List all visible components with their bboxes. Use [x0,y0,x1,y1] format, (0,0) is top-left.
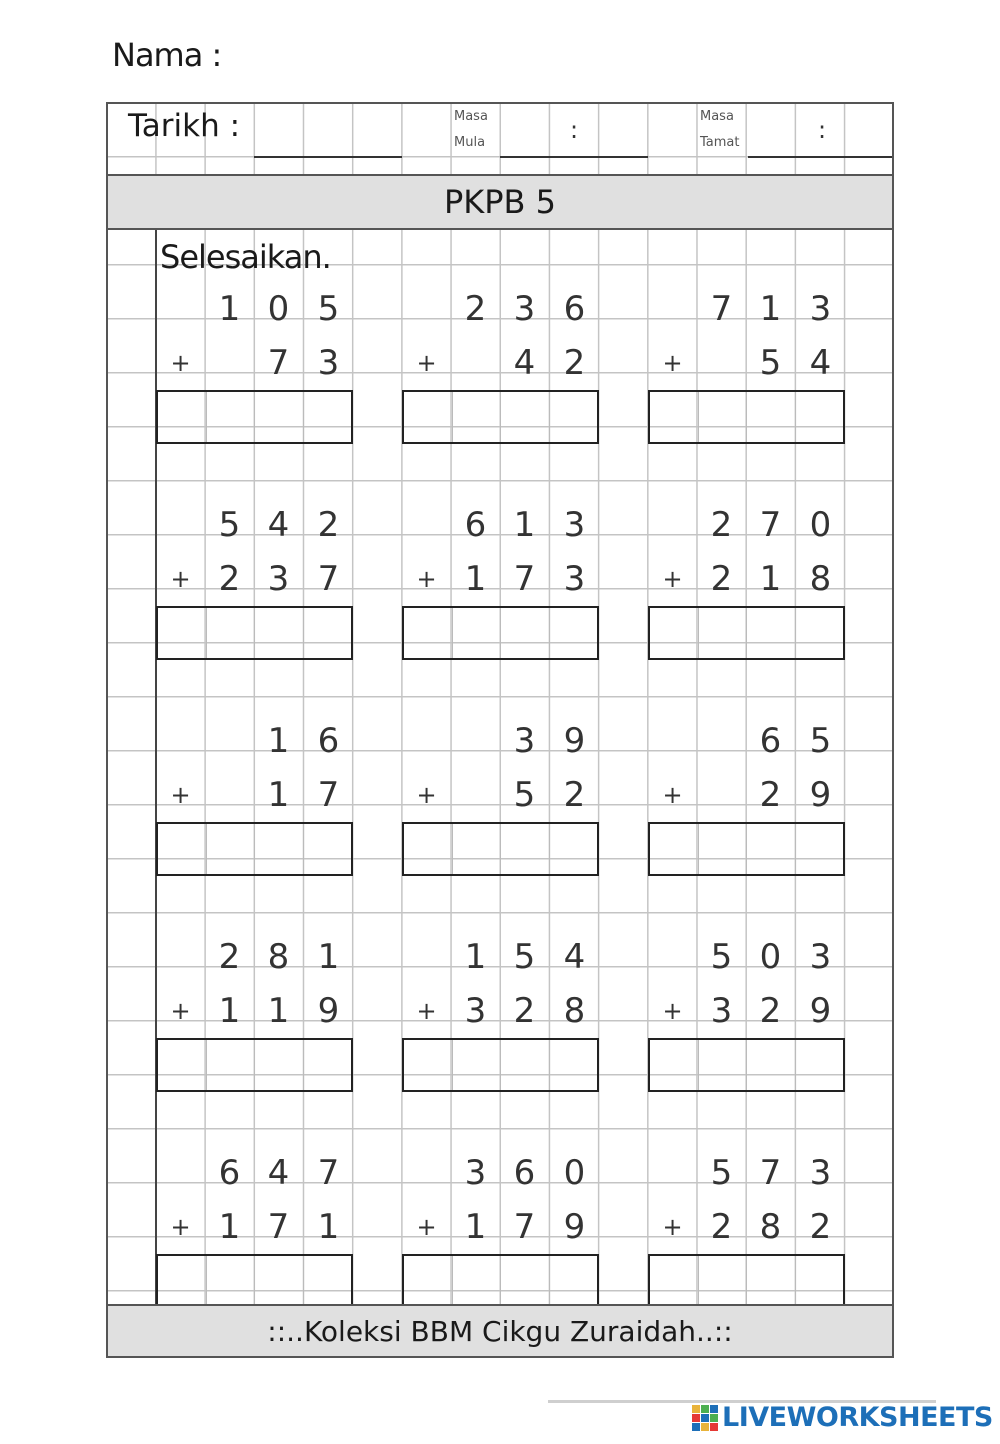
instruction-text: Selesaikan. [160,238,331,276]
addend-digit: 7 [513,1207,536,1247]
addition-problem [648,714,845,876]
addition-problem [402,498,599,660]
addend-digit: 7 [317,775,340,815]
answer-digit-cell[interactable] [550,1256,598,1306]
addition-problem [156,498,353,660]
plus-sign: + [170,565,191,593]
addend-digit: 8 [563,991,586,1031]
answer-digit-cell[interactable] [453,1256,502,1306]
plus-sign: + [170,781,191,809]
answer-digit-cell[interactable] [158,1256,207,1306]
answer-digit-cell[interactable] [747,1256,796,1306]
addend-digit: 1 [464,937,487,977]
answer-digit-cell[interactable] [747,824,796,874]
answer-digit-cell[interactable] [650,1256,699,1306]
worksheet-title: PKPB 5 [443,183,557,221]
addition-problem [156,282,353,444]
addend-digit: 6 [464,505,487,545]
answer-digit-cell[interactable] [255,392,304,442]
answer-digit-cell[interactable] [550,608,598,658]
addend-digit: 5 [317,289,340,329]
answer-digit-cell[interactable] [501,1256,550,1306]
answer-box[interactable] [648,1038,845,1092]
plus-sign: + [662,781,683,809]
answer-digit-cell[interactable] [207,824,256,874]
addend-digit: 9 [317,991,340,1031]
answer-digit-cell[interactable] [550,824,598,874]
answer-digit-cell[interactable] [207,1040,256,1090]
addend-digit: 3 [267,559,290,599]
answer-box[interactable] [402,822,599,876]
addend-digit: 3 [809,289,832,329]
answer-digit-cell[interactable] [501,608,550,658]
answer-digit-cell[interactable] [796,392,844,442]
answer-digit-cell[interactable] [650,824,699,874]
addition-problem [648,1146,845,1308]
answer-box[interactable] [402,1038,599,1092]
addend-digit: 7 [267,1207,290,1247]
answer-digit-cell[interactable] [255,1256,304,1306]
addend-digit: 0 [809,505,832,545]
answer-box[interactable] [156,606,353,660]
addend-digit: 6 [513,1153,536,1193]
addition-problem [156,1146,353,1308]
addend-digit: 9 [563,1207,586,1247]
answer-digit-cell[interactable] [699,608,748,658]
answer-digit-cell[interactable] [255,608,304,658]
answer-digit-cell[interactable] [650,1040,699,1090]
start-time-colon: : [570,116,579,144]
answer-digit-cell[interactable] [207,608,256,658]
addition-problem [156,714,353,876]
plus-sign: + [662,565,683,593]
addend-digit [697,714,746,768]
end-time-label-line1: Masa [700,109,734,124]
addend-digit: 3 [563,505,586,545]
addend-digit: 2 [710,505,733,545]
addend-digit: 9 [563,721,586,761]
addend-digit: 1 [218,289,241,329]
addend-digit: 1 [218,1207,241,1247]
answer-box[interactable] [156,822,353,876]
liveworksheets-grid-icon [692,1405,718,1431]
addition-problem [156,930,353,1092]
plus-sign: + [416,1213,437,1241]
addend-digit: 3 [317,343,340,383]
addend-digit: 2 [563,343,586,383]
answer-digit-cell[interactable] [550,392,598,442]
addend-digit: 1 [317,1207,340,1247]
addition-problem [648,930,845,1092]
addend-digit: 5 [710,937,733,977]
addend-digit: 8 [809,559,832,599]
addend-digit: 1 [317,937,340,977]
addend-digit [205,768,254,822]
addend-digit: 4 [267,1153,290,1193]
addend-digit: 1 [267,991,290,1031]
plus-sign: + [416,781,437,809]
addend-digit: 5 [759,343,782,383]
addition-problem [648,498,845,660]
liveworksheets-wordmark: LIVEWORKSHEETS [722,1402,993,1433]
end-time-label-line2: Tamat [700,135,740,150]
answer-digit-cell[interactable] [501,1040,550,1090]
answer-digit-cell[interactable] [255,1040,304,1090]
answer-digit-cell[interactable] [650,608,699,658]
addend-digit: 4 [809,343,832,383]
addend-digit: 7 [759,505,782,545]
addend-digit: 5 [513,937,536,977]
date-label: Tarikh : [128,108,241,144]
addend-digit: 9 [809,775,832,815]
plus-sign: + [416,997,437,1025]
addend-digit: 4 [563,937,586,977]
answer-digit-cell[interactable] [699,1040,748,1090]
addend-digit: 5 [513,775,536,815]
answer-digit-cell[interactable] [304,1256,352,1306]
addend-digit: 1 [218,991,241,1031]
addend-digit: 4 [267,505,290,545]
addend-digit: 7 [710,289,733,329]
answer-box[interactable] [156,1038,353,1092]
addend-digit: 0 [759,937,782,977]
answer-digit-cell[interactable] [699,392,748,442]
plus-sign: + [662,349,683,377]
answer-digit-cell[interactable] [404,608,453,658]
addition-problem [402,1146,599,1308]
addend-digit: 5 [218,505,241,545]
addition-problem [648,282,845,444]
answer-box[interactable] [402,1254,599,1308]
footer-credit: ::..Koleksi BBM Cikgu Zuraidah..:: [267,1314,733,1348]
addend-digit: 2 [513,991,536,1031]
plus-sign: + [170,349,191,377]
answer-digit-cell[interactable] [207,392,256,442]
title-band [108,174,892,230]
addend-digit: 9 [809,991,832,1031]
addend-digit [697,336,746,390]
addend-digit: 2 [563,775,586,815]
answer-digit-cell[interactable] [796,1256,844,1306]
addend-digit: 3 [809,1153,832,1193]
addend-digit: 8 [759,1207,782,1247]
plus-sign: + [416,349,437,377]
addend-digit: 8 [267,937,290,977]
answer-digit-cell[interactable] [404,1040,453,1090]
answer-digit-cell[interactable] [747,608,796,658]
addend-digit [205,714,254,768]
answer-box[interactable] [156,1254,353,1308]
answer-digit-cell[interactable] [796,608,844,658]
answer-digit-cell[interactable] [796,824,844,874]
addend-digit: 7 [317,1153,340,1193]
addend-digit: 1 [464,559,487,599]
addend-digit: 6 [563,289,586,329]
addend-digit: 3 [710,991,733,1031]
answer-digit-cell[interactable] [304,1040,352,1090]
answer-digit-cell[interactable] [158,1040,207,1090]
worksheet [106,102,894,1358]
addend-digit [205,336,254,390]
addend-digit: 6 [759,721,782,761]
answer-digit-cell[interactable] [453,392,502,442]
addend-digit: 2 [809,1207,832,1247]
answer-digit-cell[interactable] [207,1256,256,1306]
answer-digit-cell[interactable] [304,608,352,658]
addend-digit: 3 [464,1153,487,1193]
answer-box[interactable] [648,606,845,660]
answer-digit-cell[interactable] [404,1256,453,1306]
addend-digit [697,768,746,822]
answer-digit-cell[interactable] [453,824,502,874]
answer-digit-cell[interactable] [699,824,748,874]
answer-box[interactable] [402,390,599,444]
plus-sign: + [170,997,191,1025]
addend-digit: 1 [759,289,782,329]
answer-digit-cell[interactable] [304,392,352,442]
addition-problem [402,714,599,876]
date-input-line[interactable] [254,156,402,158]
addend-digit: 3 [809,937,832,977]
start-time-input-line[interactable] [500,156,648,158]
addend-digit: 2 [710,1207,733,1247]
addition-problem [402,282,599,444]
answer-digit-cell[interactable] [747,392,796,442]
start-time-label-line1: Masa [454,109,488,124]
answer-box[interactable] [402,606,599,660]
addend-digit: 2 [710,559,733,599]
addend-digit: 4 [513,343,536,383]
answer-digit-cell[interactable] [453,608,502,658]
end-time-colon: : [818,116,827,144]
answer-digit-cell[interactable] [255,824,304,874]
addend-digit: 3 [563,559,586,599]
addend-digit [451,714,500,768]
addend-digit [451,768,500,822]
start-time-label-line2: Mula [454,135,486,150]
addend-digit: 3 [513,289,536,329]
answer-box[interactable] [648,822,845,876]
liveworksheets-logo [692,1402,993,1433]
addend-digit: 0 [563,1153,586,1193]
addend-digit [451,336,500,390]
answer-digit-cell[interactable] [501,824,550,874]
plus-sign: + [662,1213,683,1241]
answer-box[interactable] [648,1254,845,1308]
addend-digit: 6 [218,1153,241,1193]
answer-box[interactable] [156,390,353,444]
addend-digit: 5 [809,721,832,761]
addend-digit: 6 [317,721,340,761]
answer-box[interactable] [648,390,845,444]
answer-digit-cell[interactable] [404,824,453,874]
addition-problem [402,930,599,1092]
addend-digit: 7 [267,343,290,383]
answer-digit-cell[interactable] [747,1040,796,1090]
addend-digit: 1 [513,505,536,545]
answer-digit-cell[interactable] [699,1256,748,1306]
addend-digit: 2 [759,775,782,815]
addend-digit: 2 [464,289,487,329]
answer-digit-cell[interactable] [650,392,699,442]
answer-digit-cell[interactable] [550,1040,598,1090]
plus-sign: + [170,1213,191,1241]
answer-digit-cell[interactable] [453,1040,502,1090]
answer-digit-cell[interactable] [404,392,453,442]
addend-digit: 7 [759,1153,782,1193]
answer-digit-cell[interactable] [501,392,550,442]
addend-digit: 1 [267,775,290,815]
addend-digit: 0 [267,289,290,329]
addend-digit: 2 [218,937,241,977]
addend-digit: 7 [317,559,340,599]
addend-digit: 2 [317,505,340,545]
addend-digit: 5 [710,1153,733,1193]
answer-digit-cell[interactable] [304,824,352,874]
addend-digit: 1 [759,559,782,599]
addend-digit: 1 [267,721,290,761]
addend-digit: 2 [218,559,241,599]
answer-digit-cell[interactable] [158,608,207,658]
addend-digit: 7 [513,559,536,599]
answer-digit-cell[interactable] [158,392,207,442]
answer-digit-cell[interactable] [158,824,207,874]
addend-digit: 3 [464,991,487,1031]
addend-digit: 2 [759,991,782,1031]
end-time-input-line[interactable] [748,156,894,158]
plus-sign: + [662,997,683,1025]
footer-band [108,1304,892,1358]
addend-digit: 3 [513,721,536,761]
addend-digit: 1 [464,1207,487,1247]
answer-digit-cell[interactable] [796,1040,844,1090]
plus-sign: + [416,565,437,593]
name-label: Nama : [112,36,222,74]
